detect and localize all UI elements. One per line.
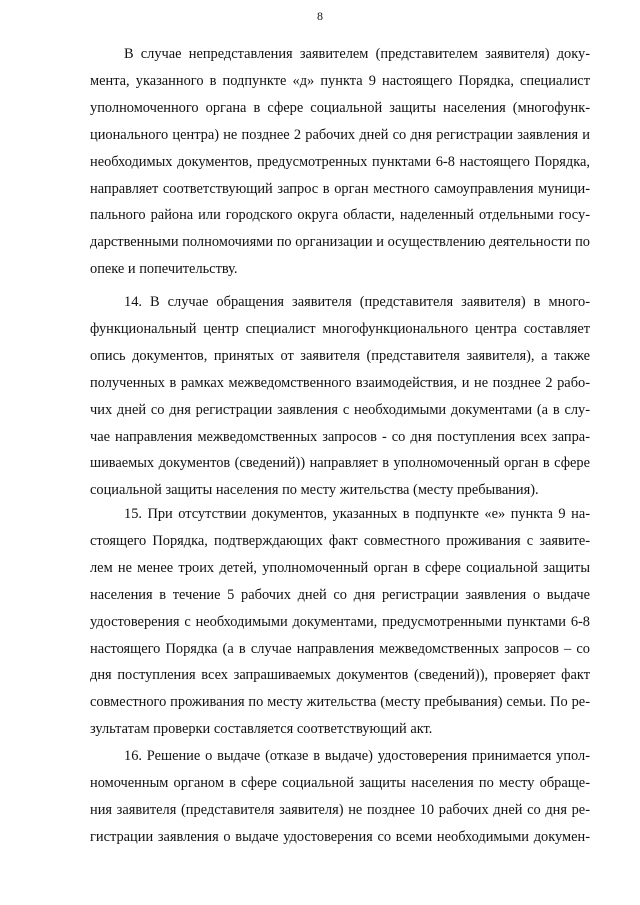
text-line: лем не менее троих детей, уполномоченный орган в сфере социальной защиты	[90, 559, 590, 576]
text-line: полученных в рамках межведомственного взаимодействия, и не позднее 2 рабо-	[90, 374, 590, 391]
text-line: населения в течение 5 рабочих дней со дня регистрации заявления о выдаче	[90, 586, 590, 603]
text-line: 14. В случае обращения заявителя (представителя заявителя) в много-	[124, 294, 590, 310]
text-line: стоящего Порядка, подтверждающих факт совместного проживания с заявите-	[90, 532, 590, 549]
text-line: шиваемых документов (сведений)) направляет в уполномоченный орган в сфере	[90, 455, 590, 472]
text-line: гистрации заявления о выдаче удостоверения со всеми необходимыми докумен-	[90, 828, 590, 845]
text-line: 15. При отсутствии документов, указанных в подпункте «е» пункта 9 на-	[124, 506, 590, 522]
text-line: дарственными полномочиями по организации и осуществлению деятельности по	[90, 234, 590, 251]
text-line: социальной защиты населения по месту жительства (месту пребывания).	[90, 482, 539, 499]
text-line: ционального центра) не позднее 2 рабочих дней со дня регистрации заявления и	[90, 126, 590, 143]
text-line: дня поступления всех запрашиваемых документов (сведений)), проверяет факт	[90, 667, 590, 684]
text-line: направляет соответствующий запрос в орган местного самоуправления муници-	[90, 180, 590, 197]
text-line: зультатам проверки составляется соответствующий акт.	[90, 721, 433, 738]
text-line: совместного проживания по месту жительства (месту пребывания) семьи. По ре-	[90, 694, 590, 711]
text-line: чае направления межведомственных запросов - со дня поступления всех запра-	[90, 428, 590, 445]
text-line: 16. Решение о выдаче (отказе в выдаче) удостоверения принимается упол-	[124, 748, 590, 764]
text-line: опеке и попечительству.	[90, 261, 238, 278]
text-line: необходимых документов, предусмотренных пунктами 6-8 настоящего Порядка,	[90, 153, 590, 170]
text-line: опись документов, принятых от заявителя (представителя заявителя), а также	[90, 347, 590, 364]
text-line: функциональный центр специалист многофункционального центра составляет	[90, 320, 590, 337]
text-line: пального района или городского округа области, наделенный отдельными госу-	[90, 207, 590, 224]
text-line: ния заявителя (представителя заявителя) не позднее 10 рабочих дней со дня ре-	[90, 801, 590, 818]
text-line: удостоверения с необходимыми документами, предусмотренными пунктами 6-8	[90, 613, 590, 630]
text-line: номоченным органом в сфере социальной защиты населения по месту обраще-	[90, 774, 590, 791]
text-line: чих дней со дня регистрации заявления с необходимыми документами (а в слу-	[90, 401, 590, 418]
text-line: настоящего Порядка (а в случае направления межведомственных запросов – со	[90, 640, 590, 657]
text-line: В случае непредставления заявителем (представителем заявителя) доку-	[124, 46, 590, 62]
page-number: 8	[317, 9, 323, 23]
text-line: уполномоченного органа в сфере социальной защиты населения (многофунк-	[90, 99, 590, 116]
text-line: мента, указанного в подпункте «д» пункта 9 настоящего Порядка, специалист	[90, 72, 590, 89]
